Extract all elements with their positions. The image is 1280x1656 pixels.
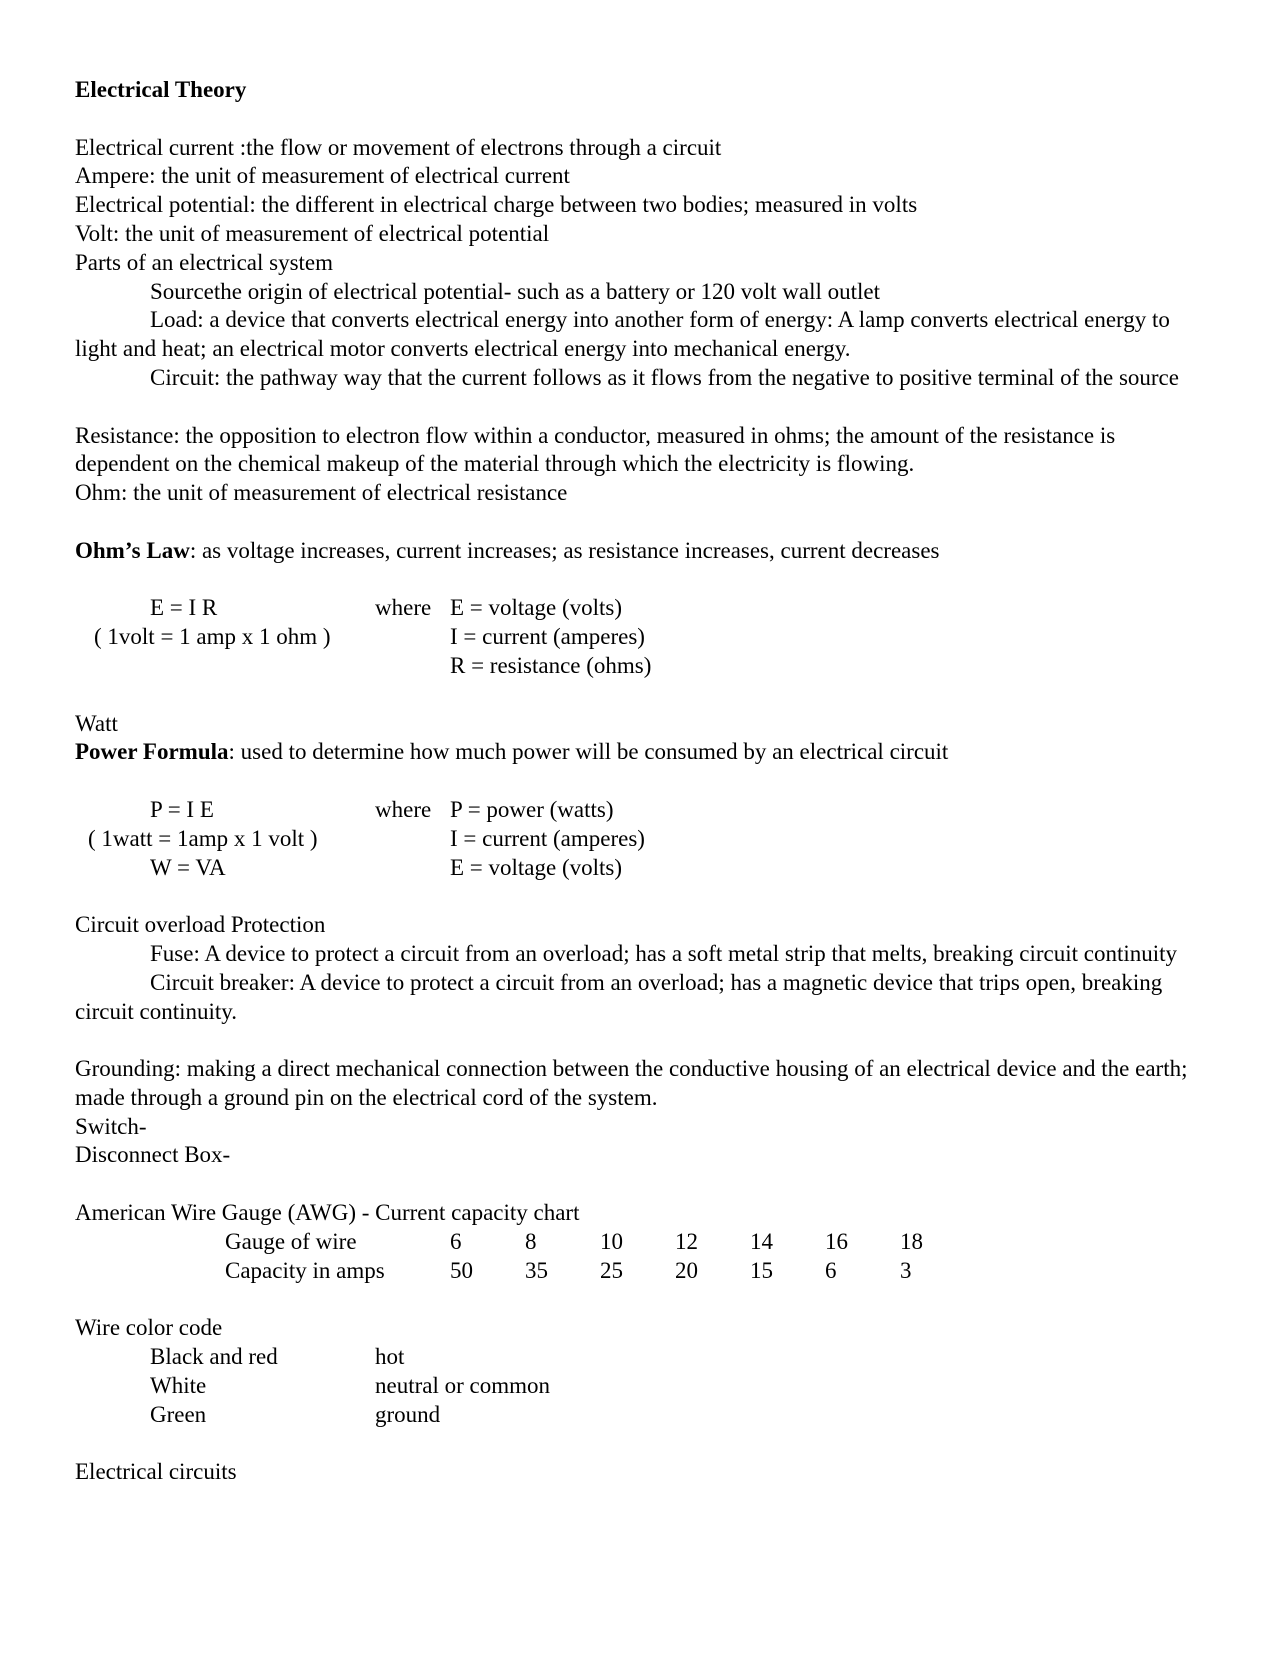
ohms-law-formula: E = I R [150, 595, 218, 621]
awg-capacity-row [75, 1257, 1205, 1286]
awg-gauge-cell: 18 [900, 1228, 923, 1254]
awg-gauge-cell: 8 [525, 1228, 537, 1254]
ohms-law-var-r: R = resistance (ohms) [450, 652, 652, 678]
spacer [75, 1026, 1205, 1055]
wire-color-row [75, 1372, 1205, 1401]
ohm-definition: Ohm: the unit of measurement of electrical resistance [75, 480, 568, 506]
awg-capacity-cell: 50 [450, 1257, 473, 1283]
definition-potential: Electrical potential: the different in electrical charge between two bodies; measured in volts [75, 192, 918, 218]
power-formula: P = I E [150, 796, 214, 822]
spacer [75, 105, 1205, 134]
awg-capacity-cell: 25 [600, 1257, 623, 1283]
power-formula-where: where [375, 796, 432, 822]
spacer [75, 508, 1205, 537]
part-source: Sourcethe origin of electrical potential- such as a battery or 120 volt wall outlet [150, 278, 881, 304]
wire-color-row [75, 1401, 1205, 1430]
power-formula-paragraph [75, 738, 1205, 767]
wire-color-meaning: neutral or common [375, 1372, 551, 1398]
awg-capacity-cell: 15 [750, 1257, 773, 1283]
awg-gauge-cell: 10 [600, 1228, 623, 1254]
overload-heading: Circuit overload Protection [75, 912, 326, 938]
spacer [75, 1285, 1205, 1314]
awg-capacity-cell: 3 [900, 1257, 912, 1283]
awg-gauge-row [75, 1228, 1205, 1257]
watt-heading: Watt [75, 710, 118, 736]
grounding-definition: Grounding: making a direct mechanical connection between the conductive housing of an electrical device and the earth; made through a ground pin on the electrical cord of the system. [75, 1056, 1188, 1110]
wire-color-meaning: ground [375, 1401, 441, 1427]
spacer [75, 681, 1205, 710]
overload-fuse: Fuse: A device to protect a circuit from an overload; has a soft metal strip that melts, breaking circuit continuity [150, 940, 1178, 966]
power-formula-example: ( 1watt = 1amp x 1 volt ) [88, 825, 318, 851]
awg-capacity-label: Capacity in amps [225, 1257, 385, 1283]
wire-color-row [75, 1343, 1205, 1372]
awg-heading: American Wire Gauge (AWG) - Current capacity chart [75, 1200, 580, 1226]
ohms-law-where: where [375, 595, 432, 621]
awg-gauge-cell: 16 [825, 1228, 848, 1254]
definition-volt: Volt: the unit of measurement of electrical potential [75, 220, 550, 246]
power-var-i: I = current (amperes) [450, 825, 645, 851]
document-title: Electrical Theory [75, 77, 247, 102]
definition-current: Electrical current :the flow or movement of electrons through a circuit [75, 134, 722, 160]
awg-gauge-cell: 12 [675, 1228, 698, 1254]
spacer [75, 1429, 1205, 1458]
resistance-definition: Resistance: the opposition to electron flow within a conductor, measured in ohms; the amount of the resistance is dependent on the chemical makeup of the material through which the electricity is flowing. [75, 422, 1116, 477]
document-content [75, 76, 1205, 1487]
awg-capacity-cell: 35 [525, 1257, 548, 1283]
wire-color-meaning: hot [375, 1344, 405, 1370]
ohms-law-paragraph [75, 537, 1205, 566]
power-var-p: P = power (watts) [450, 796, 614, 822]
wire-color-name: Black and red [150, 1344, 278, 1370]
spacer [75, 1170, 1205, 1199]
overload-breaker: Circuit breaker: A device to protect a circuit from an overload; has a magnetic device that trips open, breaking circuit continuity. [75, 969, 1163, 1024]
awg-capacity-cell: 6 [825, 1257, 837, 1283]
wire-color-name: Green [150, 1401, 207, 1427]
power-formula-block [75, 796, 1205, 882]
spacer [75, 393, 1205, 422]
part-load: Load: a device that converts electrical energy into another form of energy: A lamp converts electrical energy to light and heat; an electrical motor converts electrical energy into mechanical energy. [75, 307, 1170, 362]
power-formula-text: : used to determine how much power will be consumed by an electrical circuit [228, 739, 949, 765]
ohms-law-var-i: I = current (amperes) [450, 624, 645, 650]
ohms-law-var-e: E = voltage (volts) [450, 595, 623, 621]
definition-ampere: Ampere: the unit of measurement of electrical current [75, 163, 570, 189]
ohms-law-label: Ohm’s Law [75, 537, 190, 563]
electrical-circuits-heading: Electrical circuits [75, 1459, 237, 1485]
wire-color-name: White [150, 1372, 207, 1398]
power-formula-label: Power Formula [75, 739, 229, 765]
awg-gauge-cell: 6 [450, 1228, 462, 1254]
spacer [75, 566, 1205, 595]
spacer [75, 882, 1205, 911]
ohms-law-example: ( 1volt = 1 amp x 1 ohm ) [94, 624, 331, 650]
awg-gauge-label: Gauge of wire [225, 1228, 357, 1254]
switch-heading: Switch- [75, 1113, 147, 1139]
ohms-law-formula-block [75, 594, 1205, 680]
awg-capacity-cell: 20 [675, 1257, 698, 1283]
disconnect-box-heading: Disconnect Box- [75, 1142, 231, 1168]
wire-color-heading: Wire color code [75, 1315, 223, 1341]
spacer [75, 767, 1205, 796]
parts-heading: Parts of an electrical system [75, 249, 334, 275]
awg-gauge-cell: 14 [750, 1228, 773, 1254]
ohms-law-text: : as voltage increases, current increases; as resistance increases, current decreases [189, 537, 940, 563]
part-circuit: Circuit: the pathway way that the current follows as it flows from the negative to positive terminal of the source [150, 364, 1179, 390]
power-var-e: E = voltage (volts) [450, 854, 623, 880]
power-formula-wva: W = VA [150, 854, 226, 880]
